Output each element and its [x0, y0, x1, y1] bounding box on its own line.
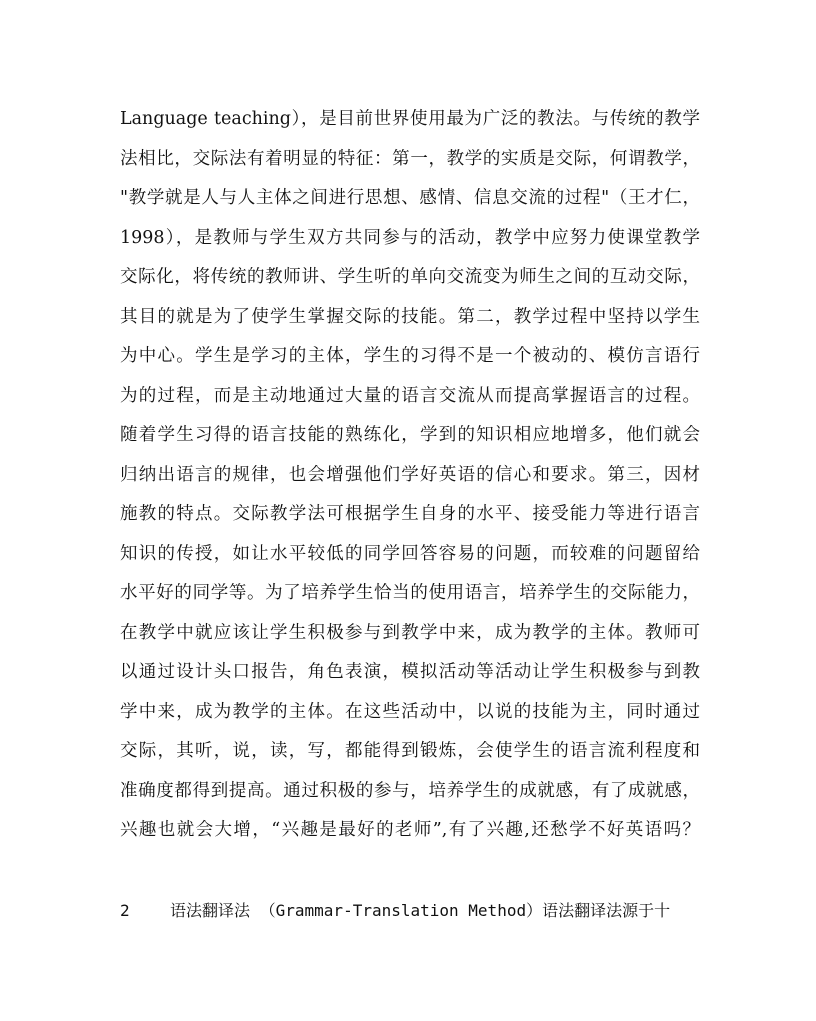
- section-title: 语法翻译法 （Grammar-Translation Method）语法翻译法源于十: [170, 901, 671, 920]
- paragraph-line: 以通过设计头口报告，角色表演，模拟活动等活动让学生积极参与到教: [120, 662, 700, 682]
- section-number: 2: [120, 901, 130, 920]
- paragraph-line: "教学就是人与人主体之间进行思想、感情、信息交流的过程"（王才仁，: [120, 188, 700, 208]
- paragraph-line: 交际化，将传统的教师讲、学生听的单向交流变为师生之间的互动交际，: [120, 267, 700, 287]
- paragraph-line: 在教学中就应该让学生积极参与到教学中来，成为教学的主体。教师可: [120, 622, 700, 643]
- paragraph-line: 学中来，成为教学的主体。在这些活动中，以说的技能为主，同时通过: [120, 701, 700, 722]
- paragraph-line: 为的过程，而是主动地通过大量的语言交流从而提高掌握语言的过程。: [120, 385, 700, 406]
- paragraph-line: 交际，其听，说，读，写，都能得到锻炼，会使学生的语言流利程度和: [120, 741, 700, 761]
- body-paragraph: [120, 100, 700, 851]
- paragraph-line: 法相比，交际法有着明显的特征：第一，教学的实质是交际，何谓教学，: [120, 148, 700, 169]
- paragraph-line: 准确度都得到提高。通过积极的参与，培养学生的成就感，有了成就感，: [120, 780, 700, 801]
- paragraph-line: 施教的特点。交际教学法可根据学生自身的水平、接受能力等进行语言: [120, 504, 700, 524]
- section-heading: [120, 891, 700, 931]
- paragraph-line: 归纳出语言的规律，也会增强他们学好英语的信心和要求。第三，因材: [120, 464, 700, 485]
- paragraph-line: Language teaching），是目前世界使用最为广泛的教法。与传统的教学: [120, 109, 700, 129]
- paragraph-line: 1998），是教师与学生双方共同参与的活动，教学中应努力使课堂教学: [120, 227, 700, 248]
- paragraph-line: 水平好的同学等。为了培养学生恰当的使用语言，培养学生的交际能力，: [120, 583, 700, 603]
- paragraph-line: 其目的就是为了使学生掌握交际的技能。第二，教学过程中坚持以学生: [120, 306, 700, 327]
- paragraph-line: 知识的传授，如让水平较低的同学回答容易的问题，而较难的问题留给: [120, 543, 700, 564]
- paragraph-line: 兴趣也就会大增，“兴趣是最好的老师”,有了兴趣,还愁学不好英语吗？: [120, 820, 700, 840]
- paragraph-line: 随着学生习得的语言技能的熟练化，学到的知识相应地增多，他们就会: [120, 425, 700, 445]
- paragraph-line: 为中心。学生是学习的主体，学生的习得不是一个被动的、模仿言语行: [120, 346, 700, 366]
